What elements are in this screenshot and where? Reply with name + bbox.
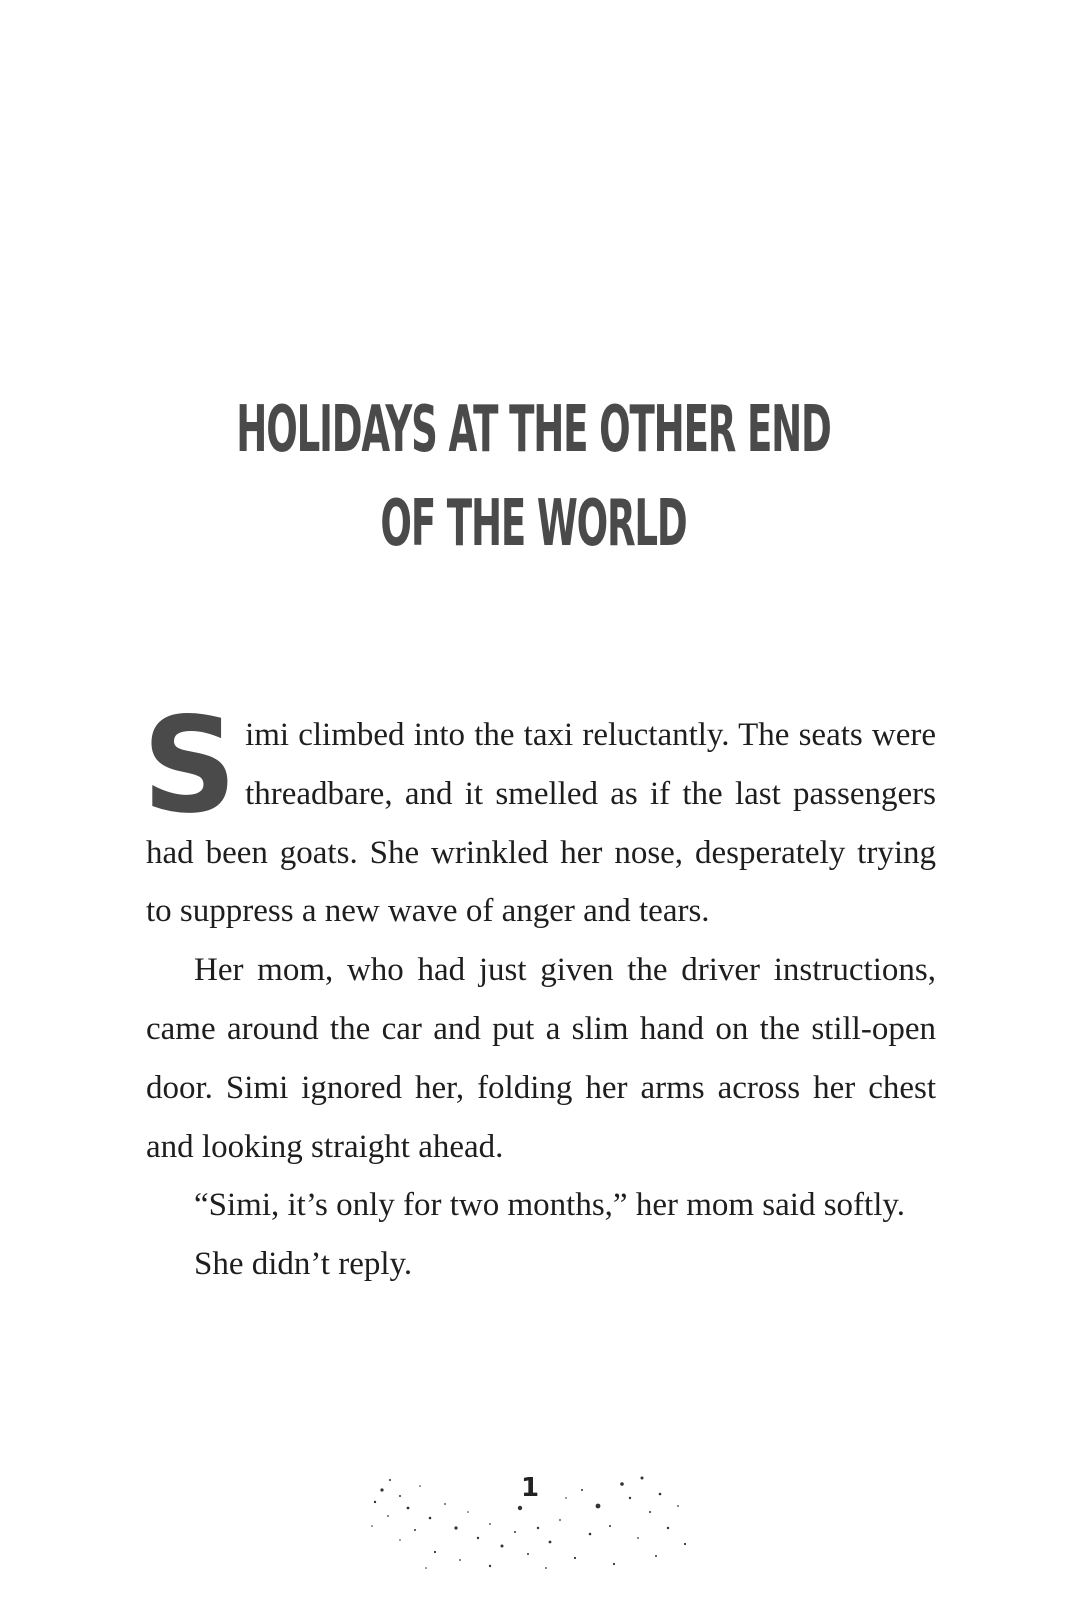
chapter-title [224, 383, 843, 571]
page-number: 1 [520, 1473, 540, 1503]
paragraph-4: She didn’t reply. [194, 1246, 413, 1283]
chapter-title-line-2: OF THE WORLD [380, 487, 687, 561]
chapter-title-line-1: HOLIDAYS AT THE OTHER END [236, 393, 831, 467]
paragraph-3: “Simi, it’s only for two months,” her mom said softly. [194, 1187, 905, 1224]
page-footer [360, 1468, 700, 1578]
body-text [142, 689, 936, 1294]
paragraph-1-text: imi climbed into the taxi reluctantly. The seats were threadbare, and it smelled as if the last passengers had been goats. She wrinkled her nose, desperately trying to suppress a new wave of anger and tears. [146, 717, 936, 930]
paragraph-2: Her mom, who had just given the driver instructions, came around the car and put a slim hand on the still-open door. Simi ignored her, folding her arms across her chest and looking straight ahead. [146, 952, 936, 1165]
drop-cap: S [142, 689, 238, 843]
paragraph-1 [142, 689, 936, 941]
